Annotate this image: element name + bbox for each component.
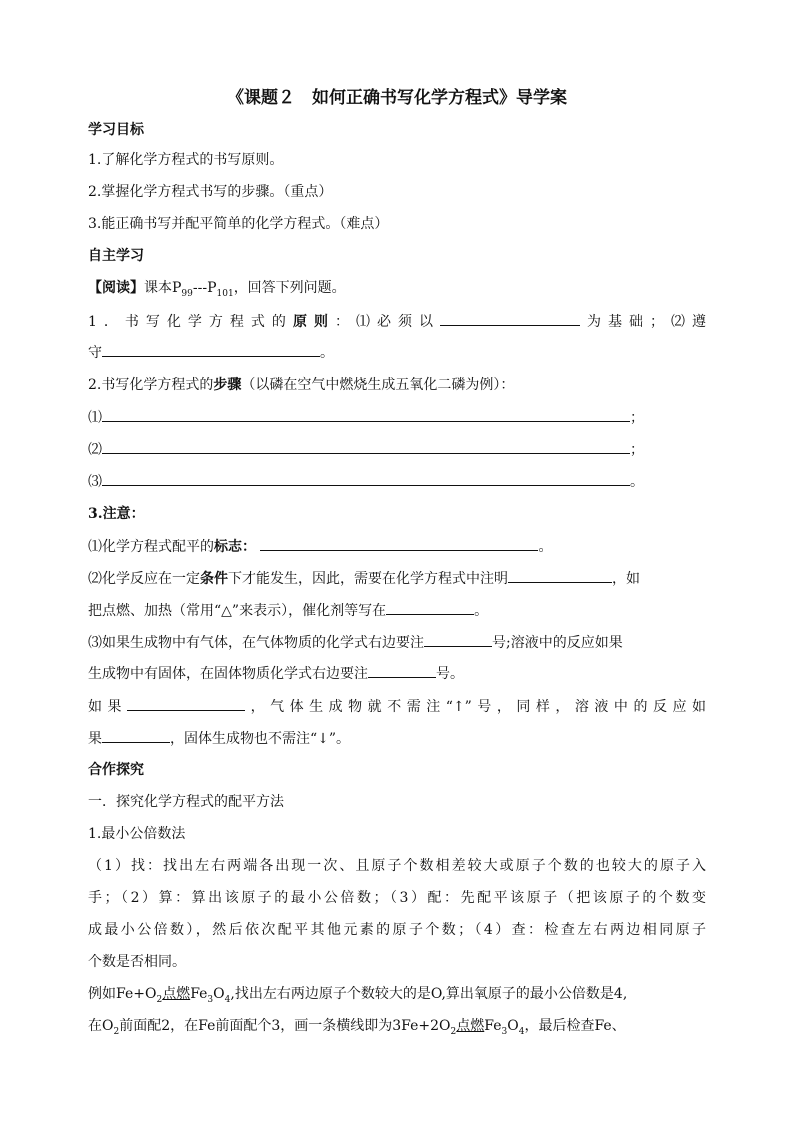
question-1-line-2: 守 。: [88, 342, 706, 363]
step-2: ⑵ ；: [88, 439, 706, 460]
method-paragraph-line-2: 手；（2）算：算出该原子的最小公倍数；（3）配：先配平该原子（把该原子的个数变: [88, 890, 706, 906]
note-2-line-1: ⑵化学反应在一定条件下才能发生，因此，需要在化学方程式中注明 ，如: [88, 568, 706, 589]
goal-2: 2.掌握化学方程式书写的步骤。（重点）: [88, 184, 333, 200]
method-paragraph-line-1: （1）找：找出左右两端各出现一次、且原子个数相差较大或原子个数的也较大的原子入: [88, 858, 706, 874]
answer-blank[interactable]: [102, 728, 170, 743]
answer-blank[interactable]: [102, 407, 630, 422]
answer-blank[interactable]: [127, 696, 245, 711]
answer-blank[interactable]: [386, 600, 474, 615]
example-line-1: 例如$Fe+O_2$点燃$Fe_3O_4$,找出左右两边原子个数较大的是O,算出氧原子的最小公倍数是4,: [88, 986, 628, 1005]
step-1: ⑴ ；: [88, 407, 706, 428]
question-2: 2.书写化学方程式的步骤（以磷在空气中燃烧生成五氧化二磷为例）：: [88, 377, 515, 393]
notes-heading: 3.注意：: [88, 506, 145, 522]
section-self-study: 自主学习: [88, 248, 144, 264]
answer-blank[interactable]: [102, 439, 630, 454]
note-3-line-2: 生成物中有固体，在固体物质化学式右边要注 号。: [88, 663, 706, 684]
goal-3: 3.能正确书写并配平简单的化学方程式。（难点）: [88, 216, 389, 232]
answer-blank[interactable]: [102, 471, 630, 486]
example-line-2: 在$O_2$前面配2，在Fe前面配个3，画一条横线即为$3Fe+2O_2$点燃$Fe_3O_4$，最后检查Fe、: [88, 1018, 626, 1037]
reading-tag: 【阅读】: [88, 280, 144, 296]
section-cooperative-inquiry: 合作探究: [88, 762, 144, 778]
answer-blank[interactable]: [368, 663, 436, 678]
note-4-line-2: 果 ，固体生成物也不需注“↓”。: [88, 728, 706, 749]
page-title: 《课题２ 如何正确书写化学方程式》导学案: [227, 88, 567, 108]
note-1: ⑴化学方程式配平的标志： 。: [88, 536, 706, 557]
answer-blank[interactable]: [424, 632, 492, 647]
goal-1: 1.了解化学方程式的书写原则。: [88, 152, 284, 168]
answer-blank[interactable]: [102, 342, 320, 357]
method-paragraph-line-4: 个数是否相同。: [88, 954, 186, 970]
note-4-line-1: 如果 ，气体生成物就不需注“↑”号，同样，溶液中的反应如: [88, 696, 706, 717]
inquiry-heading: 一．探究化学方程式的配平方法: [88, 794, 284, 810]
section-learning-goals: 学习目标: [88, 122, 144, 138]
method-paragraph-line-3: 成最小公倍数），然后依次配平其他元素的原子个数；（4）查：检查左右两边相同原子: [88, 922, 706, 938]
question-1-line-1: 1．书写化学方程式的原则：⑴必须以 为基础；⑵遵: [88, 311, 706, 332]
answer-blank[interactable]: [260, 536, 538, 551]
reading-line: 【阅读】课本$P_{99}---P_{101}$，回答下列问题。: [88, 280, 346, 299]
method-heading: 1.最小公倍数法: [88, 826, 186, 842]
note-2-line-2: 把点燃、加热（常用“△”来表示），催化剂等写在 。: [88, 600, 706, 621]
step-3: ⑶ 。: [88, 471, 706, 492]
answer-blank[interactable]: [508, 568, 612, 583]
answer-blank[interactable]: [440, 311, 580, 326]
note-3-line-1: ⑶如果生成物中有气体，在气体物质的化学式右边要注 号;溶液中的反应如果: [88, 632, 706, 653]
